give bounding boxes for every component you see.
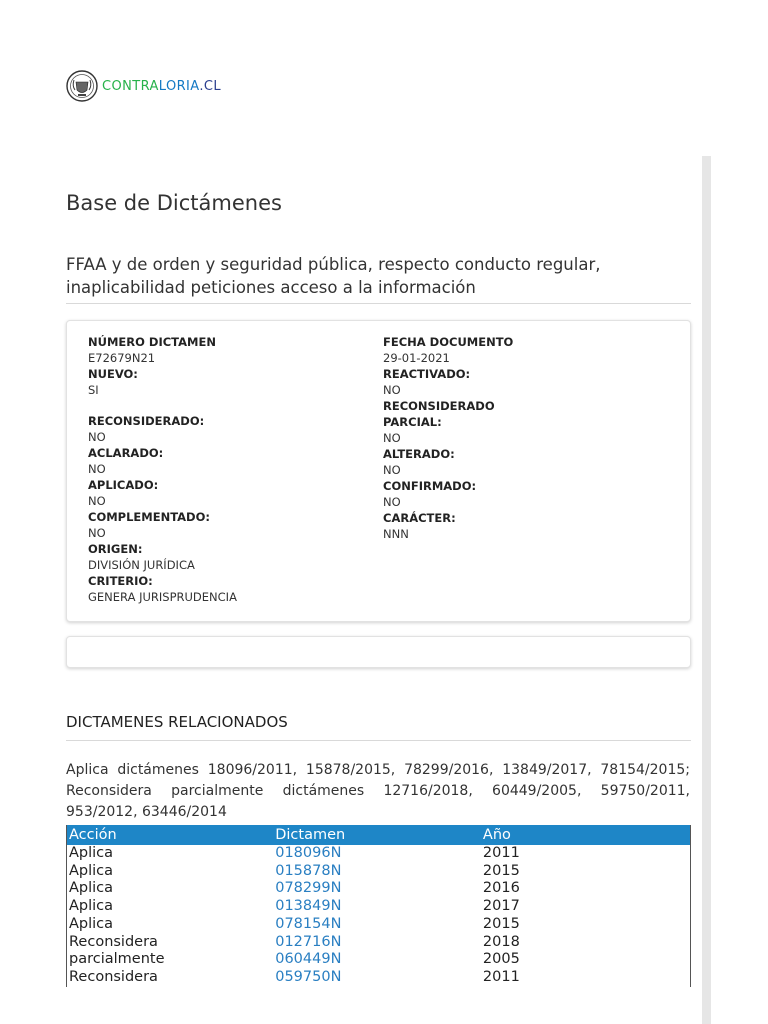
accion-cell: Aplica <box>69 915 114 932</box>
dictamen-link[interactable]: 018096N <box>275 845 342 861</box>
field-label: RECONSIDERADO <box>383 399 495 413</box>
contraloria-logo[interactable] <box>66 70 221 102</box>
accion-cell: Reconsidera <box>69 968 158 985</box>
field-label: ALTERADO: <box>383 447 455 461</box>
details-left-column <box>88 334 368 605</box>
accion-cell: Aplica <box>69 880 114 897</box>
field-value: NO <box>383 431 401 445</box>
brand-name: CONTRALORIA.CL <box>102 78 221 94</box>
page-title: Base de Dictámenes <box>66 191 282 215</box>
dictamen-link[interactable]: 013849N <box>275 898 342 915</box>
field-value: NO <box>88 462 106 476</box>
field-value: NO <box>383 383 401 397</box>
table-row <box>67 898 691 916</box>
column-header-accion: Acción <box>67 825 274 845</box>
field-value: NO <box>88 526 106 540</box>
field-label: FECHA DOCUMENTO <box>383 335 514 349</box>
related-summary: Aplica dictámenes 18096/2011, 15878/2015, 78299/2016, 13849/2017, 78154/2015; Reconsidera parcialmente dictámenes 12716/2018, 60449/2005, 59750/2011, 953/2012, 63446/2014 <box>66 762 690 820</box>
table-row <box>67 863 691 881</box>
column-header-dictamen: Dictamen <box>273 825 481 845</box>
field-label: CARÁCTER: <box>383 511 456 525</box>
anio-cell: 2011 <box>482 968 520 985</box>
dictamen-link[interactable]: 012716N <box>275 933 342 950</box>
accion-cell: Aplica <box>69 862 114 879</box>
table-row <box>67 934 691 952</box>
table-row <box>67 880 691 898</box>
field-value: DIVISIÓN JURÍDICA <box>88 558 195 572</box>
dictamen-link[interactable]: 060449N <box>275 951 342 968</box>
field-label: PARCIAL: <box>383 415 442 429</box>
field-label: REACTIVADO: <box>383 367 471 381</box>
field-label: ACLARADO: <box>88 446 164 460</box>
field-label: CRITERIO: <box>88 574 153 588</box>
field-value: NO <box>88 430 106 444</box>
coat-of-arms-seal-icon <box>66 70 98 102</box>
table-row <box>67 951 691 969</box>
accion-cell: Reconsidera <box>69 933 158 950</box>
details-right-column <box>383 334 663 542</box>
field-label: ORIGEN: <box>88 542 143 556</box>
anio-cell: 2018 <box>482 933 520 950</box>
field-value: NO <box>88 494 106 508</box>
field-value: NNN <box>383 527 409 541</box>
accion-cell: Aplica <box>69 845 114 861</box>
page-scrollbar[interactable] <box>702 156 711 1024</box>
anio-cell: 2015 <box>482 862 520 879</box>
anio-cell: 2016 <box>482 880 520 897</box>
related-section-title: DICTAMENES RELACIONADOS <box>66 713 288 731</box>
field-label: NUEVO: <box>88 367 138 381</box>
table-row <box>67 845 691 863</box>
field-value: GENERA JURISPRUDENCIA <box>88 590 237 604</box>
dictamen-subject: FFAA y de orden y seguridad pública, respecto conducto regular, inaplicabilidad peticiones acceso a la información <box>66 255 601 297</box>
field-value: SI <box>88 383 99 397</box>
table-header-row <box>67 825 691 845</box>
field-value: 29-01-2021 <box>383 351 450 365</box>
accion-cell: Aplica <box>69 898 114 915</box>
anio-cell: 2015 <box>482 915 520 932</box>
divider <box>66 303 691 304</box>
field-label: RECONSIDERADO: <box>88 414 205 428</box>
field-label: NÚMERO DICTAMEN <box>88 335 216 349</box>
field-label: CONFIRMADO: <box>383 479 477 493</box>
anio-cell: 2005 <box>482 951 520 968</box>
column-header-anio: Año <box>481 825 691 845</box>
empty-panel <box>66 636 691 668</box>
table-row <box>67 969 691 987</box>
anio-cell: 2017 <box>482 898 520 915</box>
related-dictamenes-table <box>66 825 691 987</box>
dictamen-link[interactable]: 059750N <box>275 968 342 985</box>
table-row <box>67 916 691 934</box>
field-label: COMPLEMENTADO: <box>88 510 210 524</box>
dictamen-link[interactable]: 078154N <box>275 915 342 932</box>
field-label: APLICADO: <box>88 478 159 492</box>
accion-cell: parcialmente <box>69 951 165 968</box>
field-value: E72679N21 <box>88 351 156 365</box>
divider <box>66 740 691 741</box>
dictamen-link[interactable]: 015878N <box>275 862 342 879</box>
anio-cell: 2011 <box>482 845 520 861</box>
field-value: NO <box>383 495 401 509</box>
field-value: NO <box>383 463 401 477</box>
dictamen-link[interactable]: 078299N <box>275 880 342 897</box>
